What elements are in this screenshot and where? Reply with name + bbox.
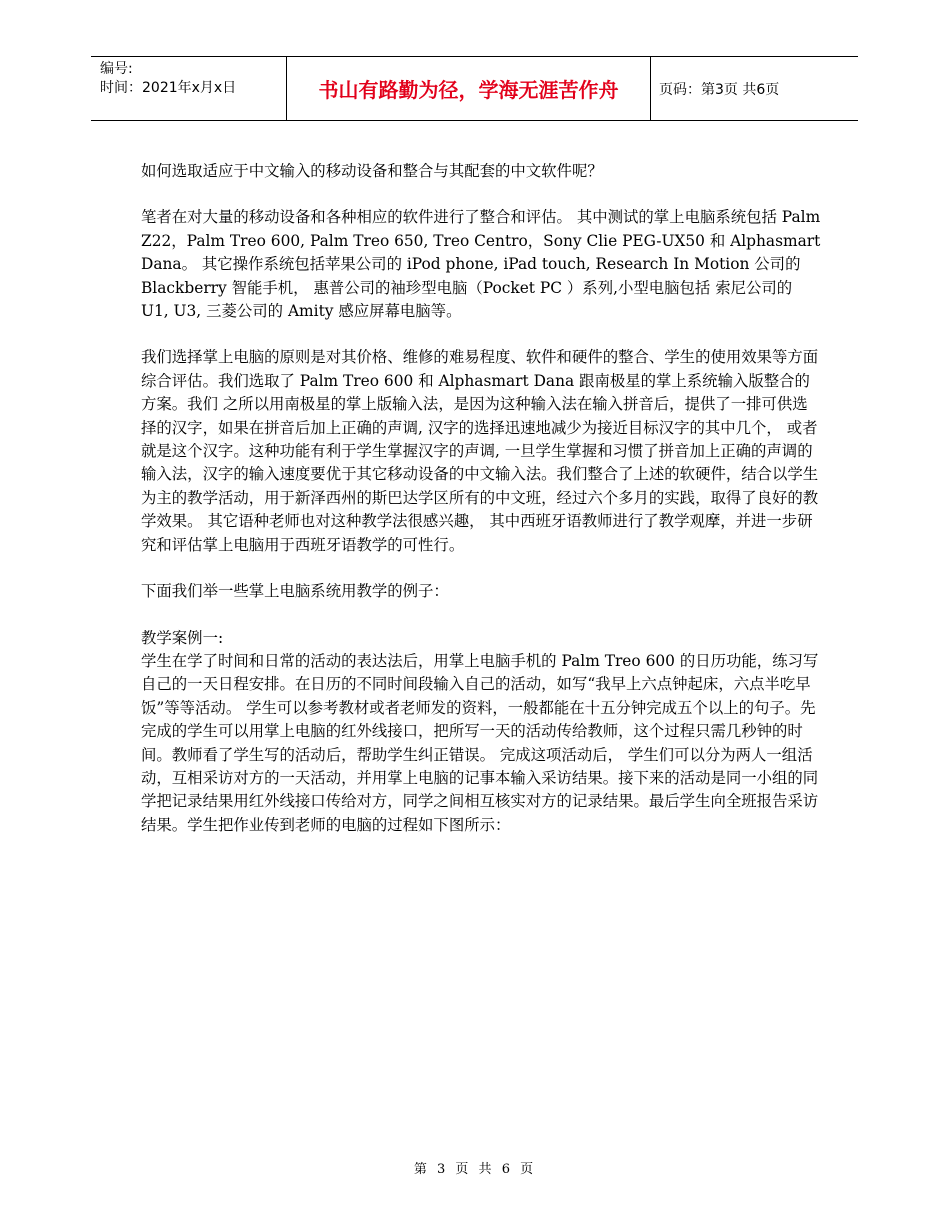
case-body: 学生在学了时间和日常的活动的表达法后，用掌上电脑手机的 Palm Treo 600 的日历功能，练习写自己的一天日程安排。在日历的不同时间段输入自己的活动，如写“我早上六点钟起床，六点半吃早饭”等等活动。 学生可以参考教材或者老师发的资料，一般都能在十五分钟完成五个以上的句子。先完成的学生可以用掌上电脑的红外线接口，把所写一天的活动传给教师，这个过程只需几秒钟的时间。教师看了学生写的活动后，帮助学生纠正错误。 完成这项活动后， 学生们可以分为两人一组活动，互相采访对方的一天活动，并用掌上电脑的记事本输入采访结果。接下来的活动是同一小组的同学把记录结果用红外线接口传给对方，同学之间相互核实对方的记录结果。最后学生向全班报告采访结果。学生把作业传到老师的电脑的过程如下图所示： [141, 651, 819, 834]
page-footer: 第 3 页 共 6 页 [413, 1162, 537, 1177]
case-title: 教学案例一: [141, 628, 224, 647]
paragraph-question: 如何选取适应于中文输入的移动设备和整合与其配套的中文软件呢？ [141, 162, 603, 180]
header-meta [91, 57, 287, 120]
document-body [141, 160, 821, 860]
document-number-label: 编号: [100, 61, 133, 77]
paragraph-examples-intro: 下面我们举一些掌上电脑系统用教学的例子： [141, 582, 449, 601]
page-header [91, 56, 858, 121]
header-page-info: 页码：第3页 共6页 [659, 81, 780, 98]
paragraph-evaluation: 笔者在对大量的移动设备和各种相应的软件进行了整合和评估。 其中测试的掌上电脑系统包括 Palm Z22，Palm Treo 600, Palm Treo 650, Treo Centro，Sony Clie PEG-UX50 和 Alphasmart Dana。 其它操作系统包括苹果公司的 iPod phone, iPad touch, Research In Motion 公司的 Blackberry 智能手机， 惠普公司的袖珍型电脑（Pocket PC ）系列,小型电脑包括 索尼公司的 U1, U3, 三菱公司的 Amity 感应屏幕电脑等。 [141, 208, 821, 321]
paragraph-selection: 我们选择掌上电脑的原则是对其价格、维修的难易程度、软件和硬件的整合、学生的使用效果等方面综合评估。我们选取了 Palm Treo 600 和 Alphasmart Dana 跟南极星的掌上系统输入版整合的方案。我们 之所以用南极星的掌上版输入法，是因为这种输入法在输入拼音后，提供了一排可供选择的汉字，如果在拼音后加上正确的声调, 汉字的选择迅速地减少为接近目标汉字的其中几个， 或者就是这个汉字。这种功能有利于学生掌握汉字的声调, 一旦学生掌握和习惯了拼音加上正确的声调的输入法，汉字的输入速度要优于其它移动设备的中文输入法。我们整合了上述的软硬件，结合以学生为主的教学活动，用于新泽西州的斯巴达学区所有的中文班，经过六个多月的实践，取得了良好的教学效果。 其它语种老师也对这种教学法很感兴趣， 其中西班牙语教师进行了教学观摩，并进一步研究和评估掌上电脑用于西班牙语教学的可性行。 [141, 348, 819, 554]
header-motto: 书山有路勤为径，学海无涯苦作舟 [287, 57, 651, 120]
document-date-label: 时间：2021年x月x日 [100, 80, 237, 96]
